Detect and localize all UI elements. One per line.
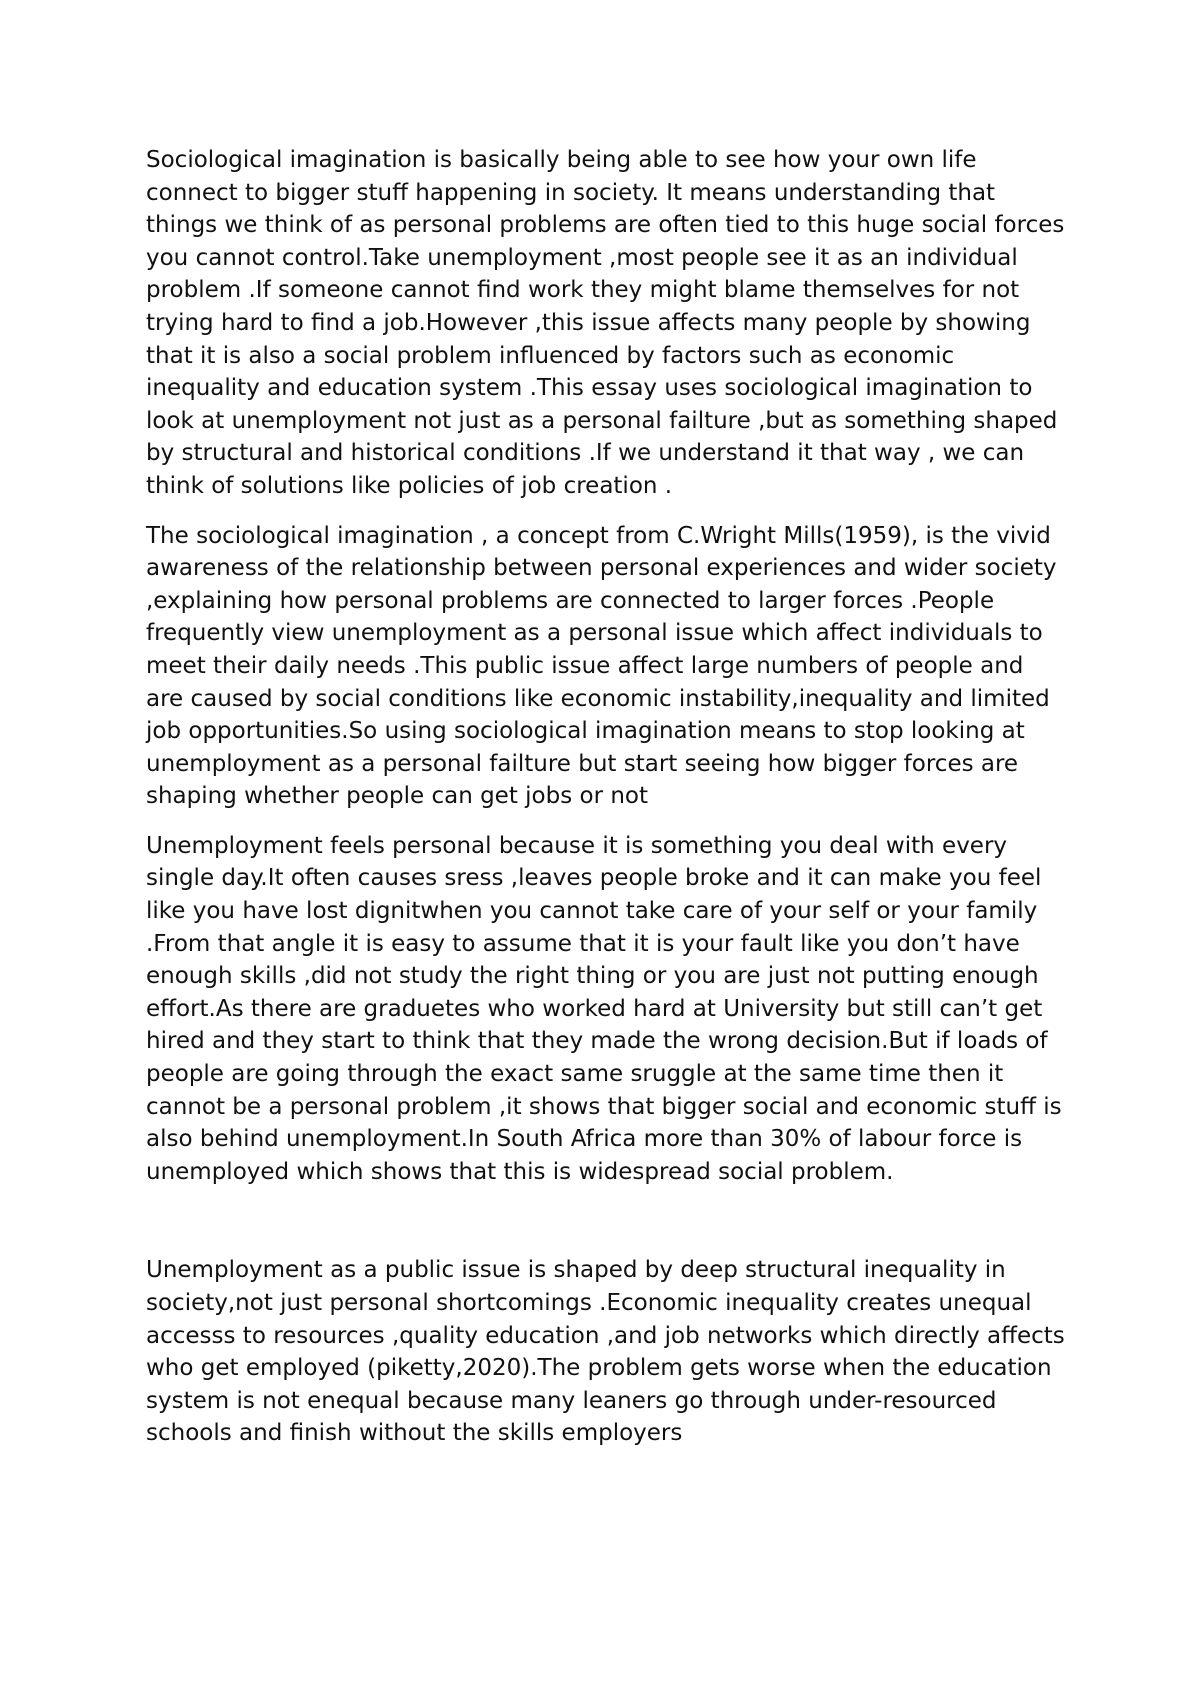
paragraph-1: Sociological imagination is basically being able to see how your own life connect to bigger stuff happening in society. It means understanding that things we think of as personal problems are often tied to this huge social forces you cannot control.Take unemployment ,most people see it as an individual problem .If someone cannot find work they might blame themselves for not trying hard to find a job.However ,this issue affects many people by showing that it is also a social problem influenced by factors such as economic inequality and education system .This essay uses sociological imagination to look at unemployment not just as a personal failture ,but as something shaped by structural and historical conditions .If we understand it that way , we can think of solutions like policies of job creation . xyxy=(146,147,1065,499)
essay-body xyxy=(146,144,1066,1467)
paragraph-3: Unemployment feels personal because it is something you deal with every single day.It often causes sress ,leaves people broke and it can make you feel like you have lost dignitwhen you cannot take care of your self or your family .From that angle it is easy to assume that it is your fault like you don’t have enough skills ,did not study the right thing or you are just not putting enough effort.As there are graduetes who worked hard at University but still can’t get hired and they start to think that they made the wrong decision.But if loads of people are going through the exact same sruggle at the same time then it cannot be a personal problem ,it shows that bigger social and economic stuff is also behind unemployment.In South Africa more than 30% of labour force is unemployed which shows that this is widespread social problem. xyxy=(146,832,1062,1185)
paragraph-4: Unemployment as a public issue is shaped by deep structural inequality in society,not just personal shortcomings .Economic inequality creates unequal accesss to resources ,quality education ,and job networks which directly affects who get employed (piketty,2020).The problem gets worse when the education system is not enequal because many leaners go through under-resourced schools and finish without the skills employers xyxy=(146,1257,1065,1447)
paragraph-2: The sociological imagination , a concept from C.Wright Mills(1959), is the vivid awareness of the relationship between personal experiences and wider society ,explaining how personal problems are connected to larger forces .People frequently view unemployment as a personal issue which affect individuals to meet their daily needs .This public issue affect large numbers of people and are caused by social conditions like economic instability,inequality and limited job opportunities.So using sociological imagination means to stop looking at unemployment as a personal failture but start seeing how bigger forces are shaping whether people can get jobs or not xyxy=(146,522,1057,810)
